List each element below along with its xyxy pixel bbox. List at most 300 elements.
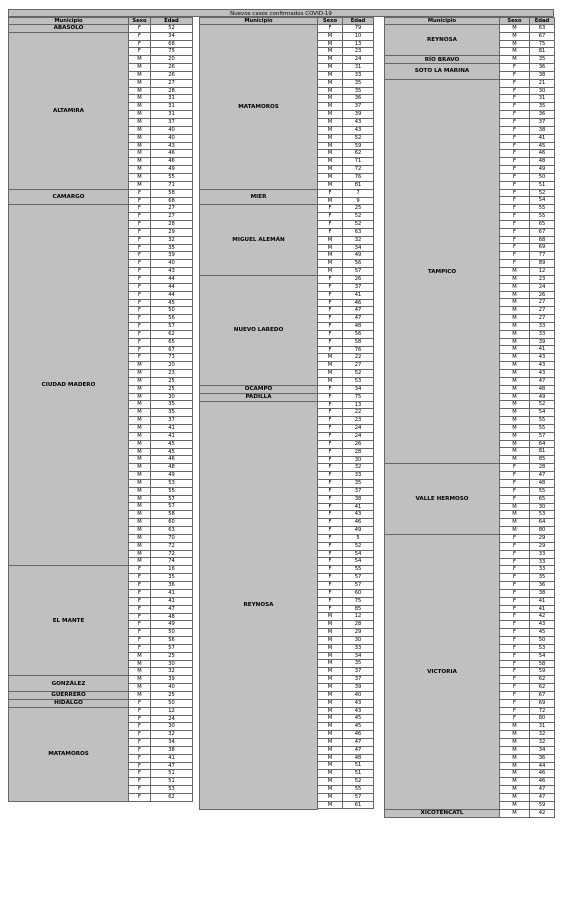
sexo-cell: F bbox=[318, 574, 343, 582]
table-row bbox=[500, 417, 555, 425]
table-row bbox=[500, 315, 555, 323]
table-row bbox=[129, 676, 193, 684]
municipio-group bbox=[385, 464, 555, 535]
edad-cell: 33 bbox=[530, 559, 555, 567]
sexo-cell: F bbox=[318, 394, 343, 402]
edad-cell: 30 bbox=[343, 457, 374, 465]
sexo-cell: M bbox=[318, 370, 343, 378]
table-row bbox=[500, 582, 555, 590]
table-row bbox=[500, 574, 555, 582]
table-row bbox=[129, 566, 193, 574]
edad-cell: 34 bbox=[530, 747, 555, 755]
table-row bbox=[318, 260, 374, 268]
table-row bbox=[318, 739, 374, 747]
header-sexo: Sexo bbox=[129, 18, 151, 25]
edad-cell: 62 bbox=[530, 676, 555, 684]
sexo-cell: M bbox=[318, 143, 343, 151]
sexo-cell: M bbox=[129, 394, 151, 402]
table-row bbox=[318, 778, 374, 786]
sexo-cell: M bbox=[500, 370, 530, 378]
sexo-cell: M bbox=[129, 692, 151, 700]
edad-cell: 31 bbox=[151, 103, 193, 111]
sexo-cell: F bbox=[129, 700, 151, 708]
edad-cell: 31 bbox=[530, 95, 555, 103]
table-row bbox=[318, 488, 374, 496]
sexo-cell: M bbox=[318, 72, 343, 80]
sexo-cell: M bbox=[318, 684, 343, 692]
sexo-cell: M bbox=[500, 307, 530, 315]
municipio-group bbox=[9, 33, 193, 190]
sexo-cell: F bbox=[500, 190, 530, 198]
table-row bbox=[500, 41, 555, 49]
sexo-cell: F bbox=[318, 425, 343, 433]
sexo-cell: M bbox=[318, 127, 343, 135]
table-row bbox=[318, 276, 374, 284]
sexo-cell: M bbox=[129, 182, 151, 190]
edad-cell: 57 bbox=[343, 794, 374, 802]
edad-cell: 57 bbox=[151, 496, 193, 504]
sexo-cell: F bbox=[500, 606, 530, 614]
sexo-cell: M bbox=[500, 504, 530, 512]
table-row bbox=[500, 221, 555, 229]
edad-cell: 13 bbox=[343, 41, 374, 49]
table-row bbox=[500, 33, 555, 41]
edad-cell: 61 bbox=[343, 802, 374, 810]
sexo-cell: F bbox=[129, 614, 151, 622]
table-row bbox=[129, 684, 193, 692]
sexo-cell: M bbox=[318, 103, 343, 111]
municipio-cell: ALTAMIRA bbox=[9, 33, 129, 190]
table-row bbox=[129, 692, 193, 700]
table-row bbox=[129, 198, 193, 206]
table-row bbox=[318, 425, 374, 433]
sexo-cell: F bbox=[500, 464, 530, 472]
case-rows bbox=[318, 190, 374, 206]
table-row bbox=[500, 127, 555, 135]
table-row bbox=[500, 370, 555, 378]
table-row bbox=[129, 56, 193, 64]
sexo-cell: F bbox=[500, 197, 530, 205]
sexo-cell: F bbox=[129, 637, 151, 645]
edad-cell: 80 bbox=[530, 715, 555, 723]
table-row bbox=[500, 48, 555, 56]
municipio-cell: REYNOSA bbox=[200, 402, 318, 810]
edad-cell: 35 bbox=[343, 80, 374, 88]
table-row bbox=[500, 268, 555, 276]
municipio-group bbox=[385, 25, 555, 56]
table-row bbox=[129, 723, 193, 731]
edad-cell: 37 bbox=[530, 119, 555, 127]
table-row bbox=[129, 472, 193, 480]
edad-cell: 29 bbox=[151, 229, 193, 237]
sexo-cell: M bbox=[500, 33, 530, 41]
edad-cell: 63 bbox=[343, 229, 374, 237]
table-row bbox=[500, 661, 555, 669]
edad-cell: 46 bbox=[530, 770, 555, 778]
sexo-cell: F bbox=[129, 41, 151, 49]
edad-cell: 57 bbox=[151, 645, 193, 653]
sexo-cell: M bbox=[318, 762, 343, 770]
sexo-cell: M bbox=[129, 378, 151, 386]
edad-cell: 53 bbox=[530, 511, 555, 519]
edad-cell: 28 bbox=[151, 88, 193, 96]
edad-cell: 38 bbox=[530, 590, 555, 598]
table-row bbox=[129, 598, 193, 606]
sexo-cell: M bbox=[500, 299, 530, 307]
sexo-cell: M bbox=[318, 80, 343, 88]
edad-cell: 36 bbox=[151, 582, 193, 590]
sexo-cell: F bbox=[500, 590, 530, 598]
table-row bbox=[318, 692, 374, 700]
sexo-cell: F bbox=[500, 158, 530, 166]
sexo-cell: M bbox=[500, 747, 530, 755]
edad-cell: 24 bbox=[343, 425, 374, 433]
sexo-cell: F bbox=[318, 417, 343, 425]
municipio-cell: MIGUEL ALEMÁN bbox=[200, 205, 318, 276]
sexo-cell: M bbox=[318, 150, 343, 158]
sexo-cell: M bbox=[318, 354, 343, 362]
sexo-cell: F bbox=[129, 276, 151, 284]
table-row bbox=[318, 150, 374, 158]
edad-cell: 50 bbox=[151, 700, 193, 708]
municipio-cell: MATAMOROS bbox=[9, 708, 129, 802]
table-row bbox=[318, 307, 374, 315]
table-row bbox=[129, 166, 193, 174]
edad-cell: 70 bbox=[151, 535, 193, 543]
sexo-cell: F bbox=[129, 284, 151, 292]
edad-cell: 55 bbox=[530, 205, 555, 213]
case-rows bbox=[500, 810, 555, 818]
sexo-cell: M bbox=[129, 668, 151, 676]
edad-cell: 69 bbox=[530, 700, 555, 708]
table-row bbox=[500, 143, 555, 151]
edad-cell: 54 bbox=[343, 558, 374, 566]
edad-cell: 25 bbox=[343, 205, 374, 213]
edad-cell: 30 bbox=[530, 88, 555, 96]
table-row bbox=[500, 653, 555, 661]
edad-cell: 89 bbox=[530, 260, 555, 268]
table-row bbox=[318, 237, 374, 245]
sexo-cell: F bbox=[318, 606, 343, 614]
edad-cell: 60 bbox=[151, 519, 193, 527]
table-row bbox=[318, 747, 374, 755]
sexo-cell: M bbox=[318, 739, 343, 747]
case-rows bbox=[129, 708, 193, 802]
sexo-cell: M bbox=[500, 441, 530, 449]
header-row bbox=[200, 17, 374, 25]
case-rows bbox=[500, 64, 555, 80]
sexo-cell: F bbox=[500, 174, 530, 182]
sexo-cell: F bbox=[500, 566, 530, 574]
sexo-cell: M bbox=[500, 346, 530, 354]
sexo-cell: F bbox=[129, 237, 151, 245]
edad-cell: 47 bbox=[343, 747, 374, 755]
table-row bbox=[318, 574, 374, 582]
sexo-cell: F bbox=[318, 315, 343, 323]
table-row bbox=[318, 190, 374, 198]
case-rows bbox=[318, 276, 374, 386]
table-row bbox=[129, 150, 193, 158]
sexo-cell: M bbox=[129, 535, 151, 543]
sexo-cell: M bbox=[500, 417, 530, 425]
edad-cell: 67 bbox=[530, 33, 555, 41]
municipio-cell: VALLE HERMOSO bbox=[385, 464, 500, 535]
table-row bbox=[500, 613, 555, 621]
edad-cell: 24 bbox=[343, 56, 374, 64]
sexo-cell: M bbox=[318, 755, 343, 763]
edad-cell: 52 bbox=[343, 213, 374, 221]
table-row bbox=[129, 339, 193, 347]
sexo-cell: M bbox=[500, 354, 530, 362]
table-row bbox=[129, 229, 193, 237]
sexo-cell: M bbox=[318, 700, 343, 708]
table-row bbox=[318, 606, 374, 614]
edad-cell: 30 bbox=[151, 723, 193, 731]
table-row bbox=[129, 590, 193, 598]
edad-cell: 39 bbox=[151, 676, 193, 684]
edad-cell: 12 bbox=[151, 708, 193, 716]
edad-cell: 9 bbox=[343, 198, 374, 206]
sexo-cell: F bbox=[129, 645, 151, 653]
edad-cell: 56 bbox=[151, 637, 193, 645]
sexo-cell: F bbox=[500, 244, 530, 252]
sexo-cell: M bbox=[500, 794, 530, 802]
edad-cell: 63 bbox=[151, 527, 193, 535]
table-row bbox=[500, 111, 555, 119]
sexo-cell: M bbox=[318, 64, 343, 72]
table-row bbox=[500, 535, 555, 543]
edad-cell: 51 bbox=[530, 182, 555, 190]
sexo-cell: F bbox=[129, 786, 151, 794]
table-row bbox=[500, 763, 555, 771]
edad-cell: 71 bbox=[343, 158, 374, 166]
edad-cell: 35 bbox=[343, 660, 374, 668]
table-row bbox=[129, 668, 193, 676]
sexo-cell: F bbox=[129, 48, 151, 56]
table-row bbox=[129, 519, 193, 527]
edad-cell: 41 bbox=[343, 504, 374, 512]
edad-cell: 37 bbox=[343, 488, 374, 496]
table-row bbox=[318, 221, 374, 229]
table-row bbox=[500, 362, 555, 370]
sexo-cell: M bbox=[129, 370, 151, 378]
table-row bbox=[318, 252, 374, 260]
sexo-cell: F bbox=[500, 480, 530, 488]
sexo-cell: M bbox=[129, 135, 151, 143]
edad-cell: 40 bbox=[151, 127, 193, 135]
municipio-cell: XICOTÉNCATL bbox=[385, 810, 500, 818]
edad-cell: 12 bbox=[343, 613, 374, 621]
table-row bbox=[318, 637, 374, 645]
table-row bbox=[500, 88, 555, 96]
table-row bbox=[129, 276, 193, 284]
edad-cell: 46 bbox=[343, 731, 374, 739]
sexo-cell: F bbox=[318, 457, 343, 465]
table-row bbox=[500, 786, 555, 794]
edad-cell: 68 bbox=[151, 198, 193, 206]
edad-cell: 43 bbox=[343, 511, 374, 519]
municipio-cell: GONZÁLEZ bbox=[9, 676, 129, 692]
table-row bbox=[318, 166, 374, 174]
sexo-cell: F bbox=[318, 284, 343, 292]
table-row bbox=[129, 645, 193, 653]
table-row bbox=[129, 88, 193, 96]
table-row bbox=[129, 143, 193, 151]
sexo-cell: M bbox=[129, 166, 151, 174]
table-row bbox=[318, 339, 374, 347]
edad-cell: 53 bbox=[343, 378, 374, 386]
sexo-cell: M bbox=[318, 237, 343, 245]
sexo-cell: F bbox=[500, 143, 530, 151]
table-row bbox=[318, 245, 374, 253]
sexo-cell: M bbox=[500, 25, 530, 33]
sexo-cell: M bbox=[318, 174, 343, 182]
edad-cell: 40 bbox=[343, 692, 374, 700]
table-row bbox=[129, 95, 193, 103]
table-row bbox=[129, 362, 193, 370]
sexo-cell: F bbox=[129, 778, 151, 786]
table-row bbox=[500, 237, 555, 245]
sexo-cell: F bbox=[129, 755, 151, 763]
sexo-cell: F bbox=[129, 566, 151, 574]
municipio-group bbox=[9, 676, 193, 692]
table-row bbox=[500, 339, 555, 347]
edad-cell: 23 bbox=[530, 276, 555, 284]
table-row bbox=[318, 535, 374, 543]
sexo-cell: F bbox=[318, 347, 343, 355]
edad-cell: 43 bbox=[530, 354, 555, 362]
edad-cell: 77 bbox=[530, 252, 555, 260]
edad-cell: 25 bbox=[151, 378, 193, 386]
edad-cell: 45 bbox=[343, 723, 374, 731]
table-row bbox=[129, 268, 193, 276]
sexo-cell: M bbox=[129, 543, 151, 551]
table-row bbox=[318, 127, 374, 135]
header-edad: Edad bbox=[151, 18, 193, 25]
table-row bbox=[129, 558, 193, 566]
sexo-cell: F bbox=[129, 723, 151, 731]
edad-cell: 33 bbox=[530, 323, 555, 331]
header-row bbox=[385, 17, 555, 25]
edad-cell: 51 bbox=[151, 778, 193, 786]
municipio-group bbox=[385, 64, 555, 80]
edad-cell: 32 bbox=[530, 731, 555, 739]
edad-cell: 56 bbox=[343, 260, 374, 268]
table-row bbox=[129, 237, 193, 245]
table-row bbox=[129, 778, 193, 786]
edad-cell: 62 bbox=[151, 331, 193, 339]
case-rows bbox=[129, 566, 193, 676]
edad-cell: 35 bbox=[530, 574, 555, 582]
table-row bbox=[129, 158, 193, 166]
sexo-cell: M bbox=[500, 802, 530, 810]
sexo-cell: F bbox=[500, 661, 530, 669]
sexo-cell: F bbox=[129, 582, 151, 590]
sexo-cell: M bbox=[500, 527, 530, 535]
table-row bbox=[318, 174, 374, 182]
sexo-cell: F bbox=[318, 402, 343, 410]
edad-cell: 28 bbox=[343, 449, 374, 457]
table-row bbox=[129, 252, 193, 260]
sexo-cell: F bbox=[318, 527, 343, 535]
sexo-cell: F bbox=[318, 331, 343, 339]
table-row bbox=[318, 645, 374, 653]
sexo-cell: F bbox=[500, 95, 530, 103]
sexo-cell: F bbox=[500, 653, 530, 661]
edad-cell: 53 bbox=[151, 786, 193, 794]
table-row bbox=[500, 401, 555, 409]
edad-cell: 27 bbox=[343, 362, 374, 370]
edad-cell: 75 bbox=[343, 394, 374, 402]
municipio-cell: ABASOLO bbox=[9, 25, 129, 33]
table-row bbox=[318, 95, 374, 103]
edad-cell: 44 bbox=[530, 763, 555, 771]
edad-cell: 62 bbox=[151, 794, 193, 802]
sexo-cell: F bbox=[318, 464, 343, 472]
sexo-cell: F bbox=[129, 229, 151, 237]
table-row bbox=[129, 221, 193, 229]
sexo-cell: F bbox=[129, 739, 151, 747]
sexo-cell: M bbox=[500, 331, 530, 339]
table-row bbox=[318, 88, 374, 96]
edad-cell: 39 bbox=[530, 339, 555, 347]
sexo-cell: F bbox=[318, 449, 343, 457]
table-row bbox=[500, 590, 555, 598]
edad-cell: 49 bbox=[530, 166, 555, 174]
table-row bbox=[318, 56, 374, 64]
edad-cell: 67 bbox=[151, 347, 193, 355]
edad-cell: 57 bbox=[343, 582, 374, 590]
case-rows bbox=[129, 190, 193, 206]
sexo-cell: F bbox=[129, 213, 151, 221]
case-rows bbox=[318, 402, 374, 810]
edad-cell: 81 bbox=[530, 448, 555, 456]
table-row bbox=[129, 700, 193, 708]
table-row bbox=[129, 543, 193, 551]
table-row bbox=[318, 394, 374, 402]
municipio-cell: PADILLA bbox=[200, 394, 318, 402]
sexo-cell: F bbox=[318, 551, 343, 559]
table-row bbox=[500, 441, 555, 449]
table-row bbox=[500, 645, 555, 653]
sexo-cell: F bbox=[129, 245, 151, 253]
municipio-group bbox=[385, 80, 555, 465]
edad-cell: 62 bbox=[343, 150, 374, 158]
municipio-cell: TAMPICO bbox=[385, 80, 500, 465]
edad-cell: 68 bbox=[151, 41, 193, 49]
sexo-cell: M bbox=[129, 88, 151, 96]
edad-cell: 45 bbox=[530, 629, 555, 637]
sexo-cell: F bbox=[129, 300, 151, 308]
edad-cell: 49 bbox=[151, 472, 193, 480]
edad-cell: 41 bbox=[151, 755, 193, 763]
edad-cell: 43 bbox=[530, 362, 555, 370]
sexo-cell: F bbox=[500, 488, 530, 496]
edad-cell: 43 bbox=[151, 143, 193, 151]
edad-cell: 49 bbox=[343, 252, 374, 260]
edad-cell: 41 bbox=[530, 606, 555, 614]
sexo-cell: M bbox=[318, 621, 343, 629]
sexo-cell: M bbox=[318, 668, 343, 676]
table-row bbox=[129, 621, 193, 629]
edad-cell: 40 bbox=[151, 260, 193, 268]
edad-cell: 34 bbox=[151, 33, 193, 41]
edad-cell: 85 bbox=[343, 606, 374, 614]
sexo-cell: F bbox=[129, 354, 151, 362]
edad-cell: 30 bbox=[343, 637, 374, 645]
table-row bbox=[129, 551, 193, 559]
table-row bbox=[318, 660, 374, 668]
